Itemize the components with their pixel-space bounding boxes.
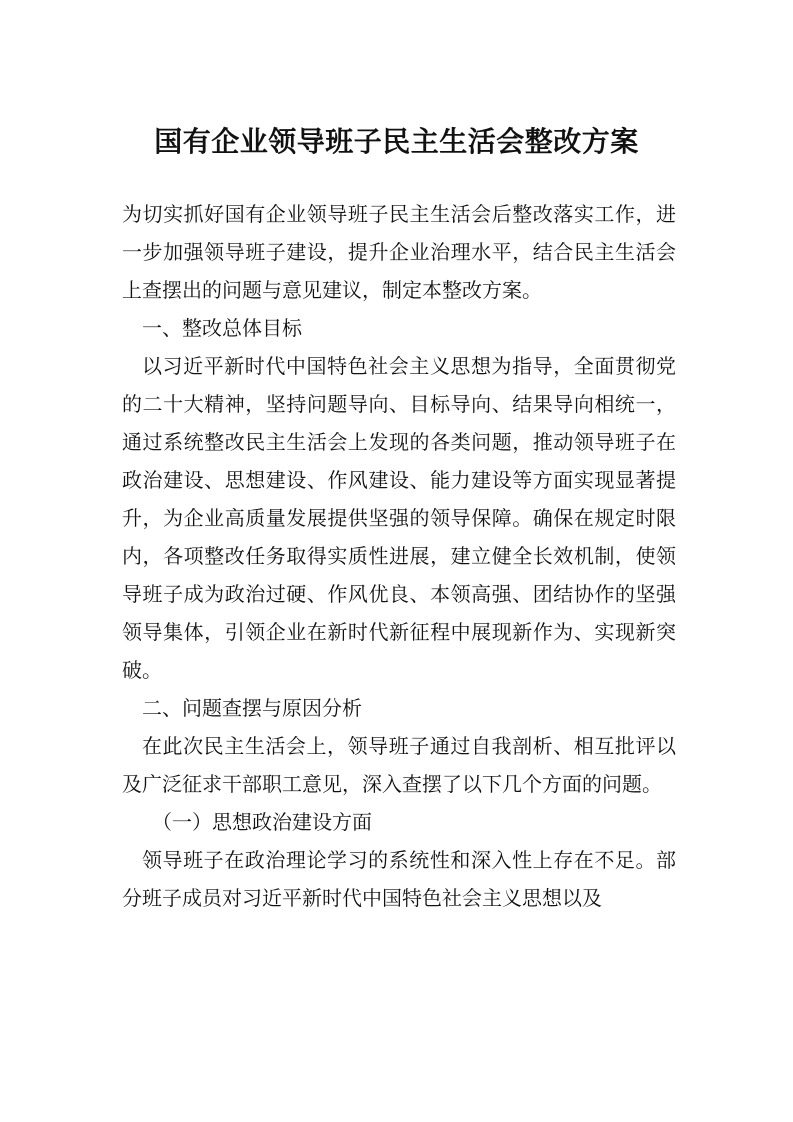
- document-title: 国有企业领导班子民主生活会整改方案: [154, 125, 639, 158]
- body-paragraph-ideology: 领导班子在政治理论学习的系统性和深入性上存在不足。部分班子成员对习近平新时代中国特色社会主义思想以及: [122, 848, 676, 910]
- body-paragraph-analysis: 在此次民主生活会上，领导班子通过自我剖析、相互批评以及广泛征求干部职工意见，深入查摆了以下几个方面的问题。: [122, 734, 676, 796]
- subsection-heading-1: （一）思想政治建设方面: [152, 810, 372, 834]
- body-paragraph-goals: 以习近平新时代中国特色社会主义思想为指导，全面贯彻党的二十大精神，坚持问题导向、目标导向、结果导向相统一，通过系统整改民主生活会上发现的各类问题，推动领导班子在政治建设、思想建设、作风建设、能力建设等方面实现显著提升，为企业高质量发展提供坚强的领导保障。确保在规定时限内，各项整改任务取得实质性进展，建立健全长效机制，使领导班子成为政治过硬、作风优良、本领高强、团结协作的坚强领导集体，引领企业在新时代新征程中展现新作为、实现新突破。: [122, 354, 676, 682]
- section-heading-1: 一、整改总体目标: [142, 316, 302, 340]
- document-body: [122, 195, 676, 917]
- intro-paragraph: 为切实抓好国有企业领导班子民主生活会后整改落实工作，进一步加强领导班子建设，提升企业治理水平，结合民主生活会上查摆出的问题与意见建议，制定本整改方案。: [122, 202, 676, 302]
- section-heading-2: 二、问题查摆与原因分析: [142, 696, 362, 720]
